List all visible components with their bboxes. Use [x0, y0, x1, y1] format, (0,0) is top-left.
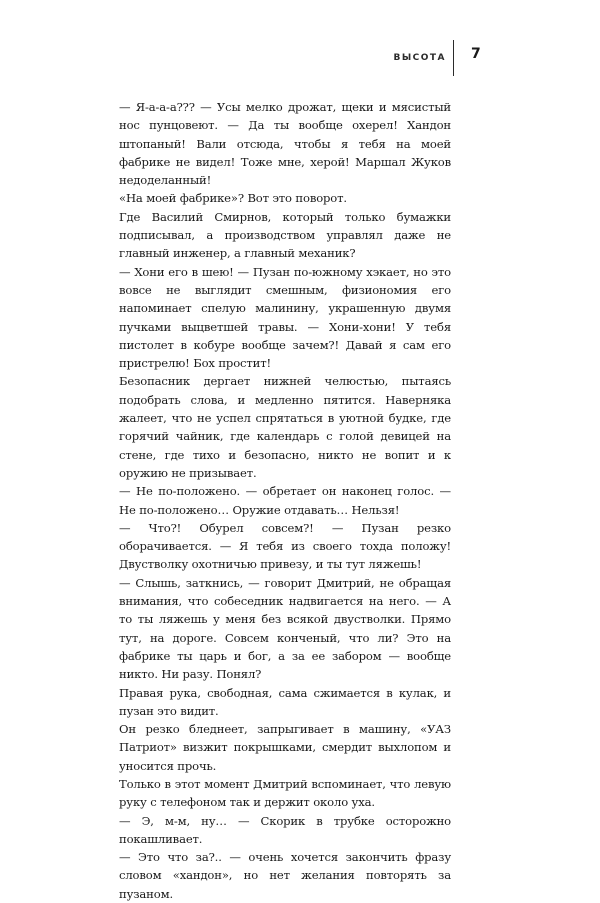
paragraph: — Что?! Обурел совсем?! — Пузан резко оборачивается. — Я тебя из своего тохда положу! Двустволку охотничью привезу, и ты тут ляжешь!	[119, 520, 451, 572]
header-divider	[453, 40, 454, 76]
paragraph: «На моей фабрике»? Вот это поворот.	[119, 191, 347, 206]
paragraph: — Я-а-а-а??? — Усы мелко дрожат, щеки и мясистый нос пунцовеют. — Да ты вообще охерел! Хандон штопаный! Вали отсюда, чтобы я тебя на моей фабрике не видел! Тоже мне, херой! Маршал Жуков недоделанный!	[119, 100, 451, 188]
paragraph: — Это что за?.. — очень хочется закончить фразу словом «хандон», но нет желания повторять за пузаном.	[119, 850, 451, 901]
paragraph: Где Василий Смирнов, который только бумажки подписывал, а производством управлял даже не главный инженер, а главный механик?	[119, 209, 451, 261]
running-title: ВЫСОТА	[393, 53, 446, 63]
paragraph: — Э, м-м, ну… — Скорик в трубке осторожно покашливает.	[119, 813, 451, 846]
body-text	[119, 98, 451, 903]
page-number: 7	[471, 46, 481, 62]
paragraph: — Не по-положено. — обретает он наконец голос. — Не по-положено… Оружие отдавать… Нельзя!	[119, 484, 451, 517]
paragraph: — Слышь, заткнись, — говорит Дмитрий, не обращая внимания, что собеседник надвигается на него. — А то ты ляжешь у меня без всякой двустволки. Прямо тут, на дороге. Совсем конченый, что ли? Это на фабрике ты царь и бог, а за ее забором — вообще никто. Ни разу. Понял?	[119, 575, 451, 682]
paragraph: Правая рука, свободная, сама сжимается в кулак, и пузан это видит.	[119, 685, 451, 718]
paragraph: Безопасник дергает нижней челюстью, пытаясь подобрать слова, и медленно пятится. Наверняка жалеет, что не успел спрятаться в уютной будке, где горячий чайник, где календарь с голой девицей на стене, где тихо и безопасно, никто не вопит и к оружию не призывает.	[119, 374, 451, 480]
paragraph: Он резко бледнеет, запрыгивает в машину, «УАЗ Патриот» визжит покрышками, смердит выхлопом и уносится прочь.	[119, 722, 451, 773]
paragraph: — Хони его в шею! — Пузан по-южному хэкает, но это вовсе не выглядит смешным, физиономия его напоминает спелую малинину, украшенную двумя пучками выцветшей травы. — Хони-хони! У тебя пистолет в кобуре вообще зачем?! Давай я сам его пристрелю! Бох простит!	[119, 264, 451, 371]
paragraph: Только в этот момент Дмитрий вспоминает, что левую руку с телефоном так и держит около уха.	[119, 776, 451, 810]
